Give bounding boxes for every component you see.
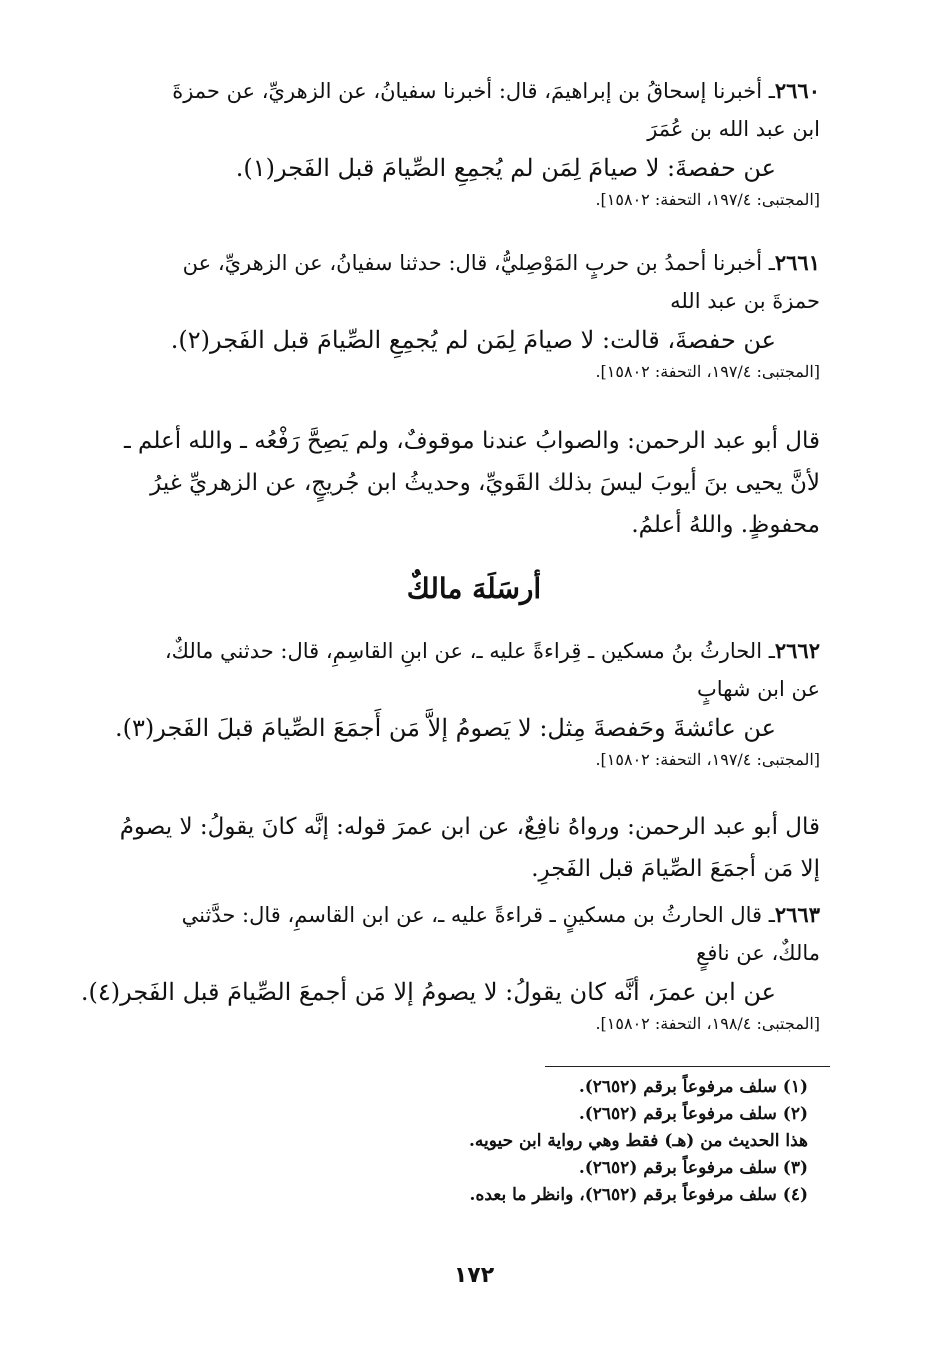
comment-line: قال أبو عبد الرحمن: ورواهُ نافِعٌ، عن ابن عمرَ قوله: إنَّه كانَ يقولُ: لا يصومُ	[119, 814, 820, 840]
hadith-number: ٢٦٦٣	[774, 902, 820, 927]
hadith-reference: [المجتبى: ١٩٧/٤، التحفة: ١٥٨٠٢].	[595, 190, 820, 209]
page-number: ١٧٢	[453, 1263, 495, 1288]
hadith-reference: [المجتبى: ١٩٨/٤، التحفة: ١٥٨٠٢].	[595, 1014, 820, 1033]
footnote-3: (٣) سلف مرفوعاً برقم (٢٦٥٢).	[578, 1158, 808, 1178]
hadith-isnad-line: ٢٦٦١ـ أخبرنا أحمدُ بن حربٍ المَوْصِليُّ، قال: حدثنا سفيانُ، عن الزهريِّ، عن	[182, 250, 820, 275]
hadith-2662	[115, 632, 820, 772]
footnote-2: (٢) سلف مرفوعاً برقم (٢٦٥٢).	[578, 1104, 808, 1124]
hadith-isnad-line: ابن عبد الله بن عُمَرَ	[647, 117, 820, 141]
hadith-matn: عن حفصةَ: لا صيامَ لِمَن لم يُجمِعِ الصِّيامَ قبل الفَجر(١).	[235, 154, 776, 182]
comment-line: لأنَّ يحيى بنَ أيوبَ ليسَ بذلك القَويِّ، وحديثُ ابن جُريجٍ، عن الزهريِّ غيرُ	[150, 470, 820, 496]
hadith-isnad-line: مالكٌ، عن نافعٍ	[696, 941, 820, 965]
hadith-isnad-line: ٢٦٦٣ـ قال الحارثُ بن مسكينٍ ـ قراءةً عليه ـ، عن ابن القاسمِ، قال: حدَّثني	[181, 902, 820, 927]
footnotes	[120, 1074, 808, 1209]
comment-line: محفوظٍ. واللهُ أعلمُ.	[631, 512, 820, 538]
comment-line: قال أبو عبد الرحمن: والصوابُ عندنا موقوفٌ، ولم يَصِحَّ رَفْعُه ـ والله أعلم ـ	[124, 428, 820, 454]
hadith-number: ٢٦٦٢	[774, 638, 820, 663]
hadith-isnad-line: ٢٦٦٢ـ الحارثُ بنُ مسكين ـ قِراءةً عليه ـ، عن ابنِ القاسِمِ، قال: حدثني مالكٌ،	[164, 638, 820, 663]
hadith-isnad-line: ٢٦٦٠ـ أخبرنا إسحاقُ بن إبراهيمَ، قال: أخبرنا سفيانُ، عن الزهريِّ، عن حمزةَ	[172, 78, 820, 103]
footnote-1: (١) سلف مرفوعاً برقم (٢٦٥٢).	[578, 1077, 808, 1097]
hadith-2660	[120, 72, 820, 212]
comment-line: إلا مَن أجمَعَ الصِّيامَ قبل الفَجرِ.	[531, 856, 820, 882]
footnote-note: هذا الحديث من (هـ) فقط وهي رواية ابن حيويه.	[468, 1131, 808, 1151]
hadith-number: ٢٦٦١	[774, 250, 820, 275]
hadith-matn: عن ابن عمرَ، أنَّه كان يقولُ: لا يصومُ إلا مَن أجمعَ الصِّيامَ قبل الفَجر(٤).	[80, 978, 776, 1006]
hadith-reference: [المجتبى: ١٩٧/٤، التحفة: ١٥٨٠٢].	[595, 750, 820, 769]
hadith-2661	[120, 244, 820, 384]
hadith-matn: عن عائشةَ وحَفصةَ مِثل: لا يَصومُ إلاَّ مَن أَجمَعَ الصِّيامَ قبلَ الفَجر(٣).	[115, 714, 776, 742]
hadith-matn: عن حفصةَ، قالت: لا صيامَ لِمَن لم يُجمِعِ الصِّيامَ قبل الفَجر(٢).	[170, 326, 776, 354]
section-heading: أرسَلَهَ مالكٌ	[406, 572, 542, 605]
hadith-reference: [المجتبى: ١٩٧/٤، التحفة: ١٥٨٠٢].	[595, 362, 820, 381]
footnote-divider	[545, 1066, 830, 1067]
author-comment	[120, 806, 820, 890]
hadith-isnad-line: حمزةَ بن عبد الله	[670, 289, 820, 313]
hadith-2663	[80, 896, 820, 1036]
author-comment	[120, 420, 820, 546]
hadith-isnad-line: عن ابن شهابٍ	[697, 677, 820, 701]
footnote-4: (٤) سلف مرفوعاً برقم (٢٦٥٢)، وانظر ما بعده.	[469, 1185, 808, 1205]
hadith-number: ٢٦٦٠	[774, 78, 820, 103]
